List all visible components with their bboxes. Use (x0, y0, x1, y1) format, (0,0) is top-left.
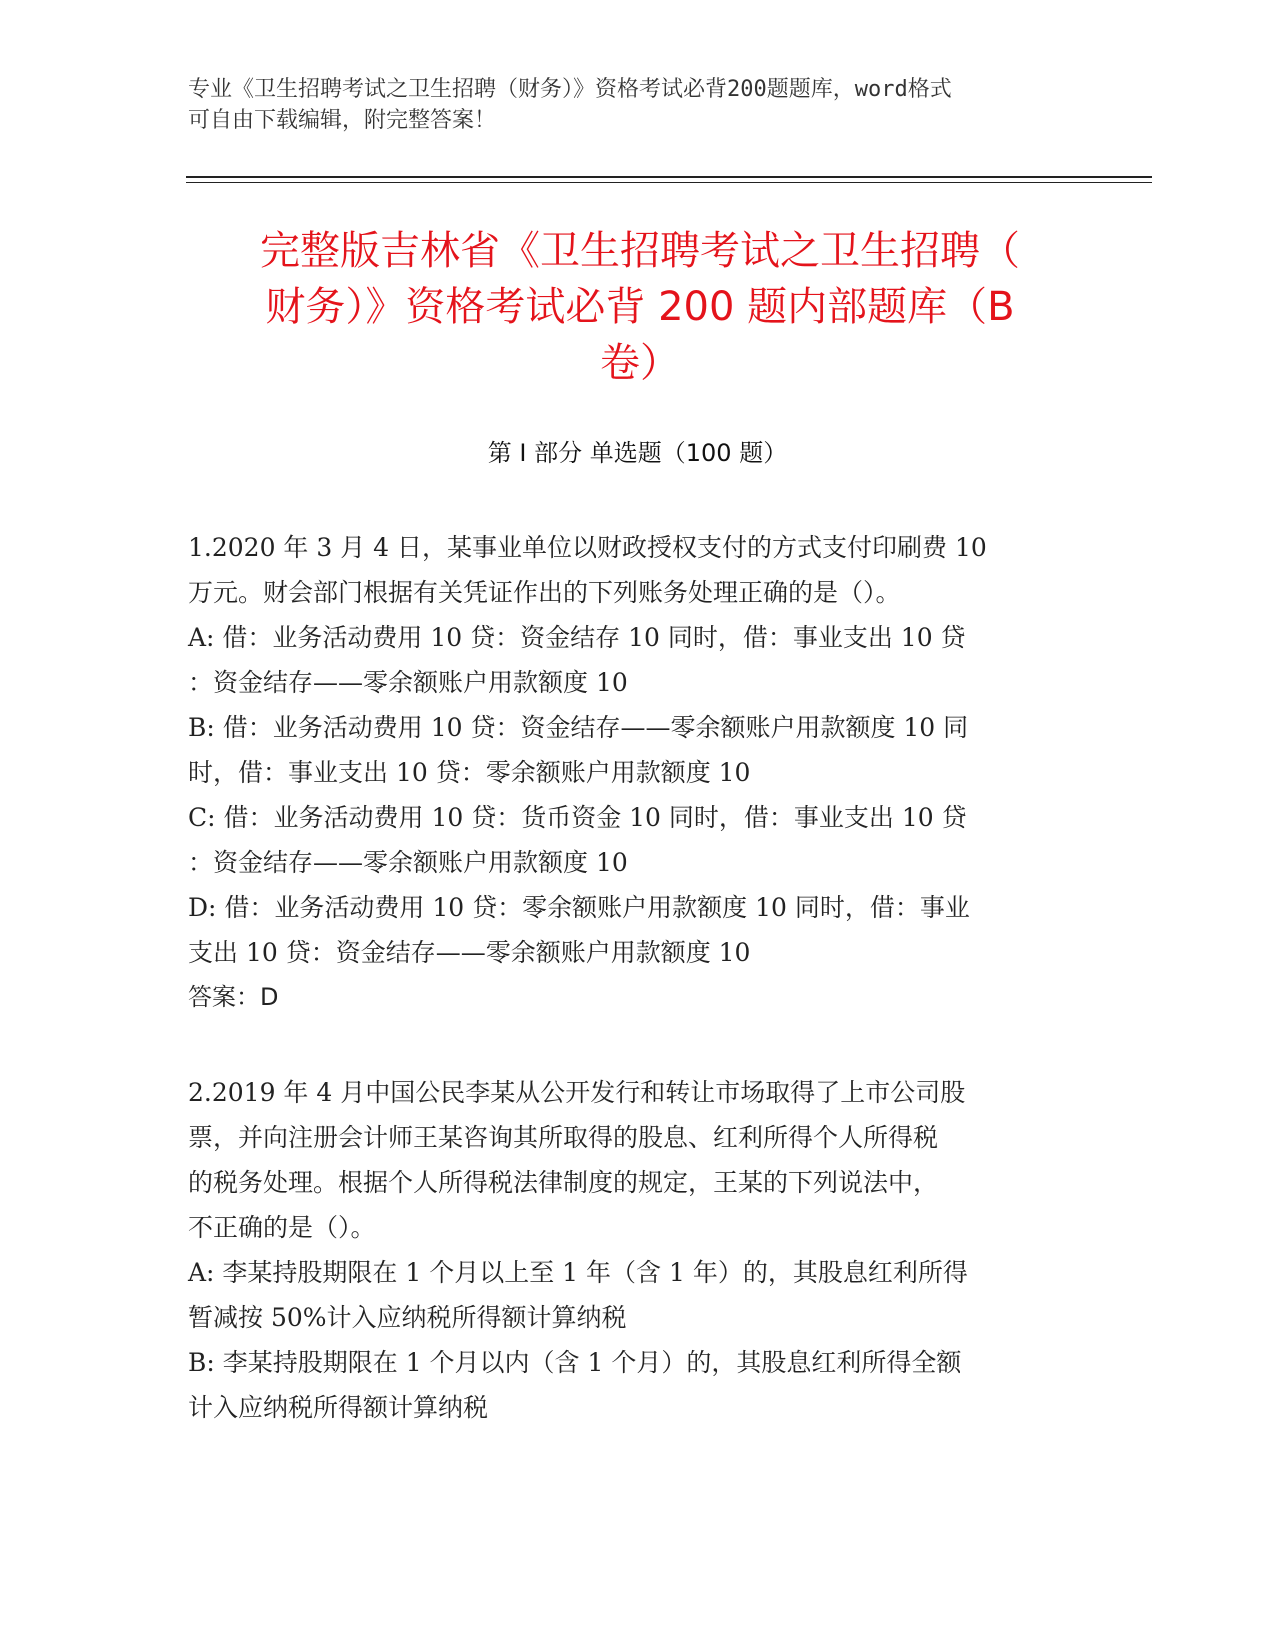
option-line: ：资金结存——零余额账户用款额度 10 (188, 848, 628, 877)
option-line: D: 借：业务活动费用 10 贷：零余额账户用款额度 10 同时，借：事业 (188, 893, 970, 922)
header-divider-thick (186, 176, 1152, 178)
question-line: 1.2020 年 3 月 4 日，某事业单位以财政授权支付的方式支付印刷费 10 (188, 533, 987, 562)
title-line: 财务）》资格考试必背 200 题内部题库（B (265, 284, 1015, 330)
header-divider-thin (186, 182, 1152, 183)
option-line: 时，借：事业支出 10 贷：零余额账户用款额度 10 (188, 758, 751, 787)
question-line: 的税务处理。根据个人所得税法律制度的规定，王某的下列说法中， (188, 1168, 939, 1197)
option-line: B: 李某持股期限在 1 个月以内（含 1 个月）的，其股息红利所得全额 (188, 1348, 962, 1377)
question-1 (188, 525, 1088, 1020)
title-line: 卷） (600, 340, 680, 386)
option-line: 暂减按 50%计入应纳税所得额计算纳税 (188, 1303, 627, 1332)
option-line: ：资金结存——零余额账户用款额度 10 (188, 668, 628, 697)
option-line: A: 借：业务活动费用 10 贷：资金结存 10 同时，借：事业支出 10 贷 (188, 623, 966, 652)
option-line: B: 借：业务活动费用 10 贷：资金结存——零余额账户用款额度 10 同 (188, 713, 969, 742)
question-line: 不正确的是（）。 (188, 1213, 376, 1242)
question-line: 票，并向注册会计师王某咨询其所取得的股息、红利所得个人所得税 (188, 1123, 939, 1152)
option-line: A: 李某持股期限在 1 个月以上至 1 年（含 1 年）的，其股息红利所得 (188, 1258, 968, 1287)
question-line: 2.2019 年 4 月中国公民李某从公开发行和转让市场取得了上市公司股 (188, 1078, 966, 1107)
header-note-line: 专业《卫生招聘考试之卫生招聘（财务）》资格考试必背200题题库，word格式 (188, 77, 952, 102)
option-line: C: 借：业务活动费用 10 贷：货币资金 10 同时，借：事业支出 10 贷 (188, 803, 967, 832)
header-note (188, 74, 1088, 136)
question-2 (188, 1070, 1088, 1430)
option-line: 支出 10 贷：资金结存——零余额账户用款额度 10 (188, 938, 751, 967)
document-title (160, 223, 1120, 391)
title-line: 完整版吉林省《卫生招聘考试之卫生招聘（ (260, 228, 1020, 274)
answer-line: 答案：D (188, 983, 279, 1011)
question-line: 万元。财会部门根据有关凭证作出的下列账务处理正确的是（）。 (188, 578, 901, 607)
option-line: 计入应纳税所得额计算纳税 (188, 1393, 489, 1422)
header-note-line: 可自由下载编辑，附完整答案！ (188, 108, 497, 133)
section-heading: 第 I 部分 单选题（100 题） (487, 439, 788, 467)
